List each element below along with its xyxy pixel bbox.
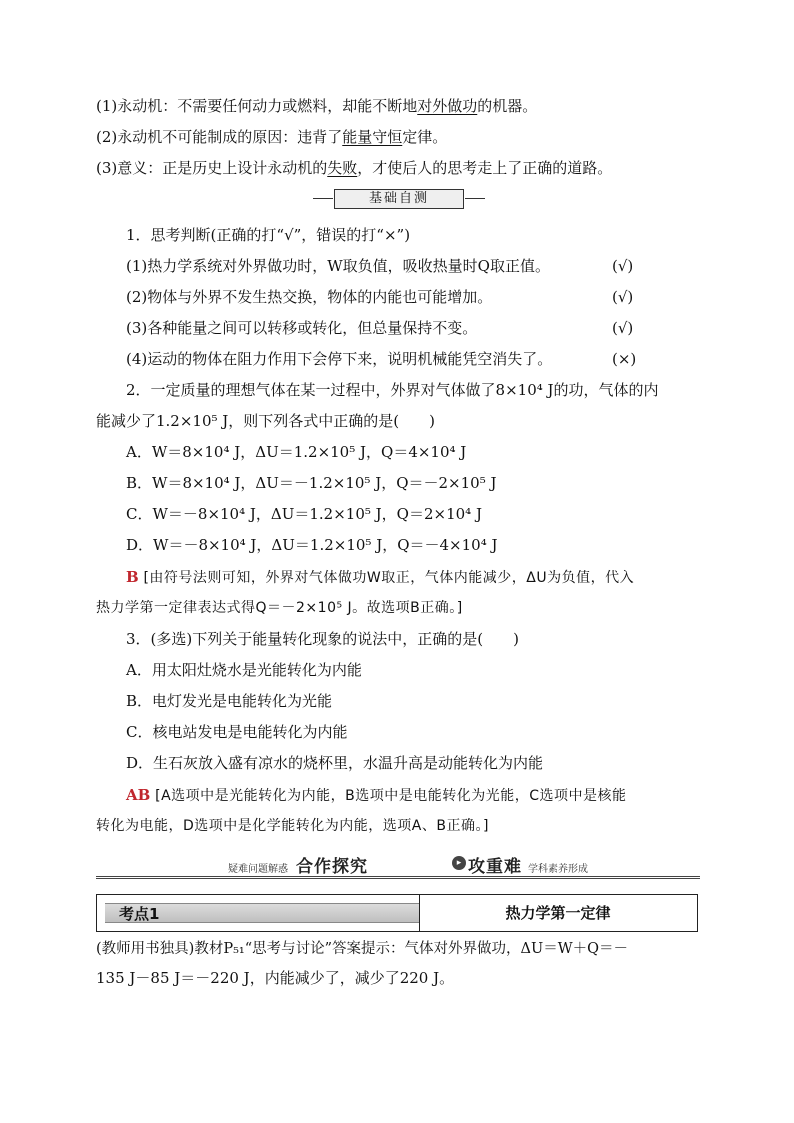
q2-stem-2: 能减少了1.2×10⁵ J，则下列各式中正确的是( ): [96, 412, 436, 430]
q3-option-d: D．生石灰放入盛有凉水的烧杯里，水温升高是动能转化为内能: [126, 754, 544, 772]
section-title-b: 攻重难: [468, 857, 522, 877]
arrow-icon: ▸: [452, 856, 466, 870]
q1-stem: 1．思考判断(正确的打“√”，错误的打“×”): [126, 226, 411, 244]
q2-option-a: A．W＝8×10⁴ J，ΔU＝1.2×10⁵ J，Q＝4×10⁴ J: [126, 443, 467, 461]
q2-explain-2: 热力学第一定律表达式得Q＝－2×10⁵ J。故选项B正确。]: [96, 600, 463, 616]
q2-option-d: D．W＝－8×10⁴ J，ΔU＝1.2×10⁵ J，Q＝－4×10⁴ J: [126, 536, 498, 554]
intro-line-1: (1)永动机：不需要任何动力或燃料，却能不断地对外做功的机器。: [96, 97, 538, 115]
section-right-subtitle: 学科素养形成: [528, 864, 588, 875]
q2-option-b: B．W＝8×10⁴ J，ΔU＝－1.2×10⁵ J，Q＝－2×10⁵ J: [126, 474, 497, 492]
section-left-subtitle: 疑难问题解惑: [228, 864, 288, 875]
section-title-a: 合作探究: [296, 857, 368, 877]
q2-stem-1: 2．一定质量的理想气体在某一过程中，外界对气体做了8×10⁴ J的功，气体的内: [126, 381, 659, 399]
teacher-note-1: (教师用书独具)教材P₅₁“思考与讨论”答案提示：气体对外界做功，ΔU＝W＋Q＝－: [96, 941, 629, 957]
section-header: [96, 852, 700, 879]
q1-item-2: (2)物体与外界不发生热交换，物体的内能也可能增加。: [126, 288, 493, 306]
q3-stem: 3．(多选)下列关于能量转化现象的说法中，正确的是( ): [126, 630, 519, 648]
kaodian-title: 热力学第一定律: [505, 904, 611, 922]
q3-option-a: A．用太阳灶烧水是光能转化为内能: [126, 661, 362, 679]
q3-option-c: C．核电站发电是电能转化为内能: [126, 723, 348, 741]
q3-explain-2: 转化为电能，D选项中是化学能转化为内能，选项A、B正确。]: [96, 818, 489, 834]
q1-item-3: (3)各种能量之间可以转移或转化，但总量保持不变。: [126, 319, 478, 337]
q1-mark-3: (√): [612, 319, 634, 337]
q2-explain-1: [由符号法则可知，外界对气体做功W取正，气体内能减少，ΔU为负值，代入: [143, 570, 635, 586]
q1-item-4: (4)运动的物体在阻力作用下会停下来，说明机械能凭空消失了。: [126, 350, 553, 368]
q3-answer: AB: [126, 786, 151, 804]
kaodian-badge: [105, 903, 419, 923]
q1-mark-1: (√): [612, 257, 634, 275]
q1-mark-2: (√): [612, 288, 634, 306]
q3-explain-1: [A选项中是光能转化为内能，B选项中是电能转化为光能，C选项中是核能: [155, 788, 627, 804]
q2-option-c: C．W＝－8×10⁴ J，ΔU＝1.2×10⁵ J，Q＝2×10⁴ J: [126, 505, 482, 523]
intro-line-3: (3)意义：正是历史上设计永动机的失败，才使后人的思考走上了正确的道路。: [96, 159, 613, 177]
teacher-note-2: 135 J－85 J＝－220 J，内能减少了，减少了220 J。: [96, 969, 455, 987]
underlined-term: 对外做功: [417, 97, 478, 115]
q2-answer-line: [126, 566, 634, 589]
kaodian-table: [96, 894, 698, 932]
q3-option-b: B．电灯发光是电能转化为光能: [126, 692, 333, 710]
q2-answer: B: [126, 568, 139, 586]
kaodian-badge-label: 考点1: [119, 905, 160, 923]
q1-item-1: (1)热力学系统对外界做功时，W取负值，吸收热量时Q取正值。: [126, 257, 550, 275]
section-banner: 基础自测: [334, 189, 464, 209]
underlined-term: 失败: [327, 159, 358, 177]
underlined-term: 能量守恒: [342, 128, 403, 146]
intro-line-2: (2)永动机不可能制成的原因：违背了能量守恒定律。: [96, 128, 448, 146]
q3-answer-line: [126, 784, 627, 807]
q1-mark-4: (×): [612, 350, 637, 368]
kaodian-left-cell: [97, 895, 420, 931]
